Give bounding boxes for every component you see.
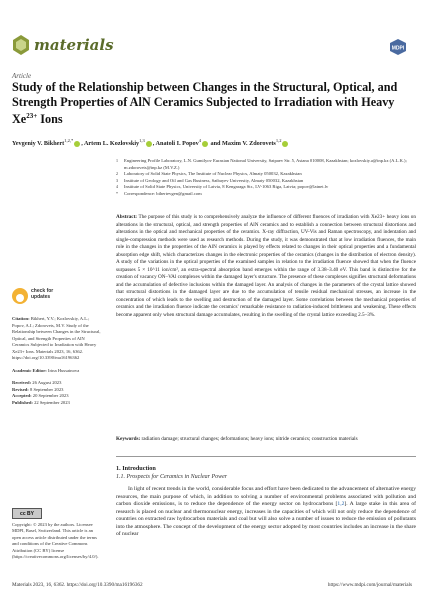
title-end: Ions	[37, 112, 63, 127]
check-updates-icon	[12, 288, 28, 304]
introduction-paragraph	[116, 486, 416, 539]
subsection-heading: 1.1. Prospects for Ceramics in Nuclear Power	[116, 474, 228, 480]
paragraph-text: In light of recent trends in the world, considerable focus and effort have been dedicated to the advancement of alternative energy resources, the main purpose of which, in addition to solving a number of environmental problems associated with pollution and carbon dioxide emissions, is to reduce the dependence of the energy sector on hydrocarbons [	[116, 486, 416, 507]
article-title	[12, 80, 412, 127]
affiliation-number: 1	[116, 158, 118, 163]
orcid-icon[interactable]	[202, 141, 208, 147]
section-divider	[116, 456, 416, 457]
date-value: 8 September 2023	[28, 386, 64, 392]
affiliation-item	[116, 178, 416, 185]
check-updates-label	[31, 288, 53, 300]
correspondence	[116, 191, 416, 198]
author-name: Maxim V. Zdorovets	[222, 140, 276, 148]
author-separator: ,	[81, 140, 84, 148]
citation-block	[12, 316, 102, 362]
affiliation-text: Engineering Profile Laboratory, L.N. Gumilyov Eurasian National University, Satpaev Str. 5, Astana 010008, Kazakhstan; kozlovskiy.a@inp.kz (A.L.K.); m.zdorovets@inp.kz (M.V.Z.)	[124, 158, 407, 170]
date-label: Revised:	[12, 386, 29, 392]
date-label: Accepted:	[12, 393, 32, 398]
editor-label: Academic Editor:	[12, 367, 47, 373]
footer-citation: Materials 2023, 16, 6362. https://doi.org/10.3390/ma16196362	[12, 582, 143, 588]
abstract-text: The purpose of this study is to comprehensively analyze the influence of different fluences of irradiation with Xe23+ heavy ions on alterations in the structural, optical, and strength properties of AlN ceramics and to establish a connection between structural distortions and alterations in the optical and mechanical properties of the ceramics. X-ray diffraction, UV-Vis and Raman spectroscopy, and indentation and single-compression methods were used as research methods. During the study, it was demonstrated that at low irradiation fluences, the main role in the changes in the properties of the AlN ceramics is played by effects related to changes in their optical properties and a fundamental absorption edge shift, which characterizes changes in the electronic properties of the ceramics (changes in the distribution of electron density). A study of the variations in the optical properties of the examined samples in relation to the irradiation fluence showed that when the fluence surpasses 5 × 10^11 ion/cm², an extra-spectral absorption band emerges within the range of 3.38–3.40 eV. This band is distinctive for the creation of vacancy ON–VAl complexes within the damaged layer's structure. The presence of these complexes signifies structural deformations and the accumulation of defective inclusions within the damaged layer. An analysis of changes in the parameters of the crystal lattice showed that structural distortions in the damaged layer are due to the accumulation of tensile residual mechanical stresses, an increase in the concentration of which leads to the swelling and destruction of the damaged layer. Some correlations between the mechanical properties of ceramics and the irradiation fluence indicate the ceramics' remarkable resistance to radiation-induced brittleness and weakening. These effects become apparent only when structural damage accumulates, resulting in the swelling of the crystal lattice exceeding 2.5–3%.	[116, 214, 416, 318]
date-value: 26 August 2023	[31, 380, 62, 385]
author-and: and	[208, 140, 223, 148]
author-separator: ,	[152, 140, 156, 148]
affiliation-item	[116, 184, 416, 191]
orcid-icon[interactable]	[74, 141, 80, 147]
mdpi-logo-icon	[384, 38, 412, 56]
editor-name: Irina Hussainova	[46, 367, 80, 373]
article-info-sidebar	[12, 316, 102, 406]
date-row	[12, 400, 102, 407]
page-footer	[12, 582, 412, 588]
check-updates-line: updates	[31, 294, 51, 300]
copyright-notice: Copyright: © 2023 by the authors. Licensee MDPI, Basel, Switzerland. This article is an open access article distributed under the terms and conditions of the Creative Commons Attribution (CC BY) license (https://creativecommons.org/licenses/by/4.0/).	[12, 522, 99, 560]
author-affil: 4	[198, 138, 201, 143]
date-label: Received:	[12, 380, 32, 385]
journal-name: materials	[34, 36, 114, 54]
keywords-text: radiation damage; structural changes; deformations; heavy ions; nitride ceramics; construction materials	[140, 436, 358, 442]
affiliation-number: 3	[116, 177, 118, 183]
orcid-icon[interactable]	[282, 141, 288, 147]
affiliation-text: Institute of Geology and Oil and Gas Business, Satbayev University, Almaty 050032, Kazakhstan	[124, 177, 304, 183]
keywords-label: Keywords:	[116, 436, 141, 442]
check-for-updates-button[interactable]	[12, 286, 68, 308]
author-list	[12, 138, 422, 147]
journal-logo-icon	[12, 34, 30, 56]
citation-link[interactable]: 1,2	[337, 501, 345, 507]
affiliation-number: 2	[116, 171, 118, 177]
section-heading: 1. Introduction	[116, 465, 156, 472]
article-type: Article	[12, 72, 32, 80]
affiliation-text: Laboratory of Solid State Physics, The Institute of Nuclear Physics, Almaty 050032, Kazakhstan	[124, 171, 302, 177]
check-updates-line: check for	[31, 288, 54, 294]
footer-journal-link[interactable]: https://www.mdpi.com/journal/materials	[327, 582, 412, 588]
orcid-icon[interactable]	[146, 141, 152, 147]
affiliation-number: 4	[116, 184, 118, 190]
citation-text: Bikhert, Y.V.; Kozlovskiy, A.L.; Popov, A.I.; Zdorovets, M.V. Study of the Relationship between Changes in the Structural, Optical, and Strength Properties of AlN Ceramics Subjected to Irradiation with Heavy Xe23+ Ions. Materials 2023, 16, 6362. https://doi.org/10.3390/ma16196362	[12, 316, 101, 360]
keywords	[116, 436, 416, 444]
correspondence-text: Correspondence: bihertevgen@gmail.com	[124, 190, 202, 196]
author-name: Artem L. Kozlovskiy	[83, 140, 140, 148]
mdpi-logo-text: MDPI	[391, 45, 405, 52]
author-affil: 1,2	[275, 138, 282, 143]
date-value: 20 September 2023	[31, 393, 69, 398]
author-affil: 1,2,*	[64, 138, 74, 143]
title-text: Study of the Relationship between Changes in the Structural, Optical, and Strength Properties of AlN Ceramics Subjected to Irradiation with Heavy Xe	[12, 80, 398, 127]
abstract	[116, 214, 416, 319]
citation-label: Citation:	[12, 316, 30, 321]
cc-license-badge[interactable]: cc BY	[12, 508, 42, 519]
journal-header	[0, 0, 424, 66]
author-name: Yevgeniy V. Bikhert	[12, 140, 65, 148]
title-superscript: 23+	[26, 112, 38, 120]
affiliation-number: *	[116, 190, 118, 196]
author-affil: 1,3	[139, 138, 145, 143]
date-label: Published:	[12, 399, 33, 405]
affiliation-text: Institute of Solid State Physics, University of Latvia, 8 Kengaraga Str., LV-1063 Riga, Latvia; popov@latnet.lv	[124, 184, 329, 190]
affiliation-item	[116, 158, 416, 171]
affiliation-item	[116, 171, 416, 178]
date-value: 22 September 2023	[32, 399, 70, 405]
abstract-label: Abstract:	[116, 214, 138, 220]
affiliations	[116, 158, 416, 198]
paragraph-text: ]. A large stake in this area of research is placed on nuclear and thermonuclear energy, increases in the capacities of which will not only reduce the dependence of countries on extracted raw hydrocarbon materials and coal but will also solve a number of issues to reduce the emission of pollutants into the atmosphere. The concept of the development of the energy sector adopted by most countries includes an increase in the share of nuclear	[116, 501, 416, 537]
author-name: Anatoli I. Popov	[155, 140, 199, 148]
